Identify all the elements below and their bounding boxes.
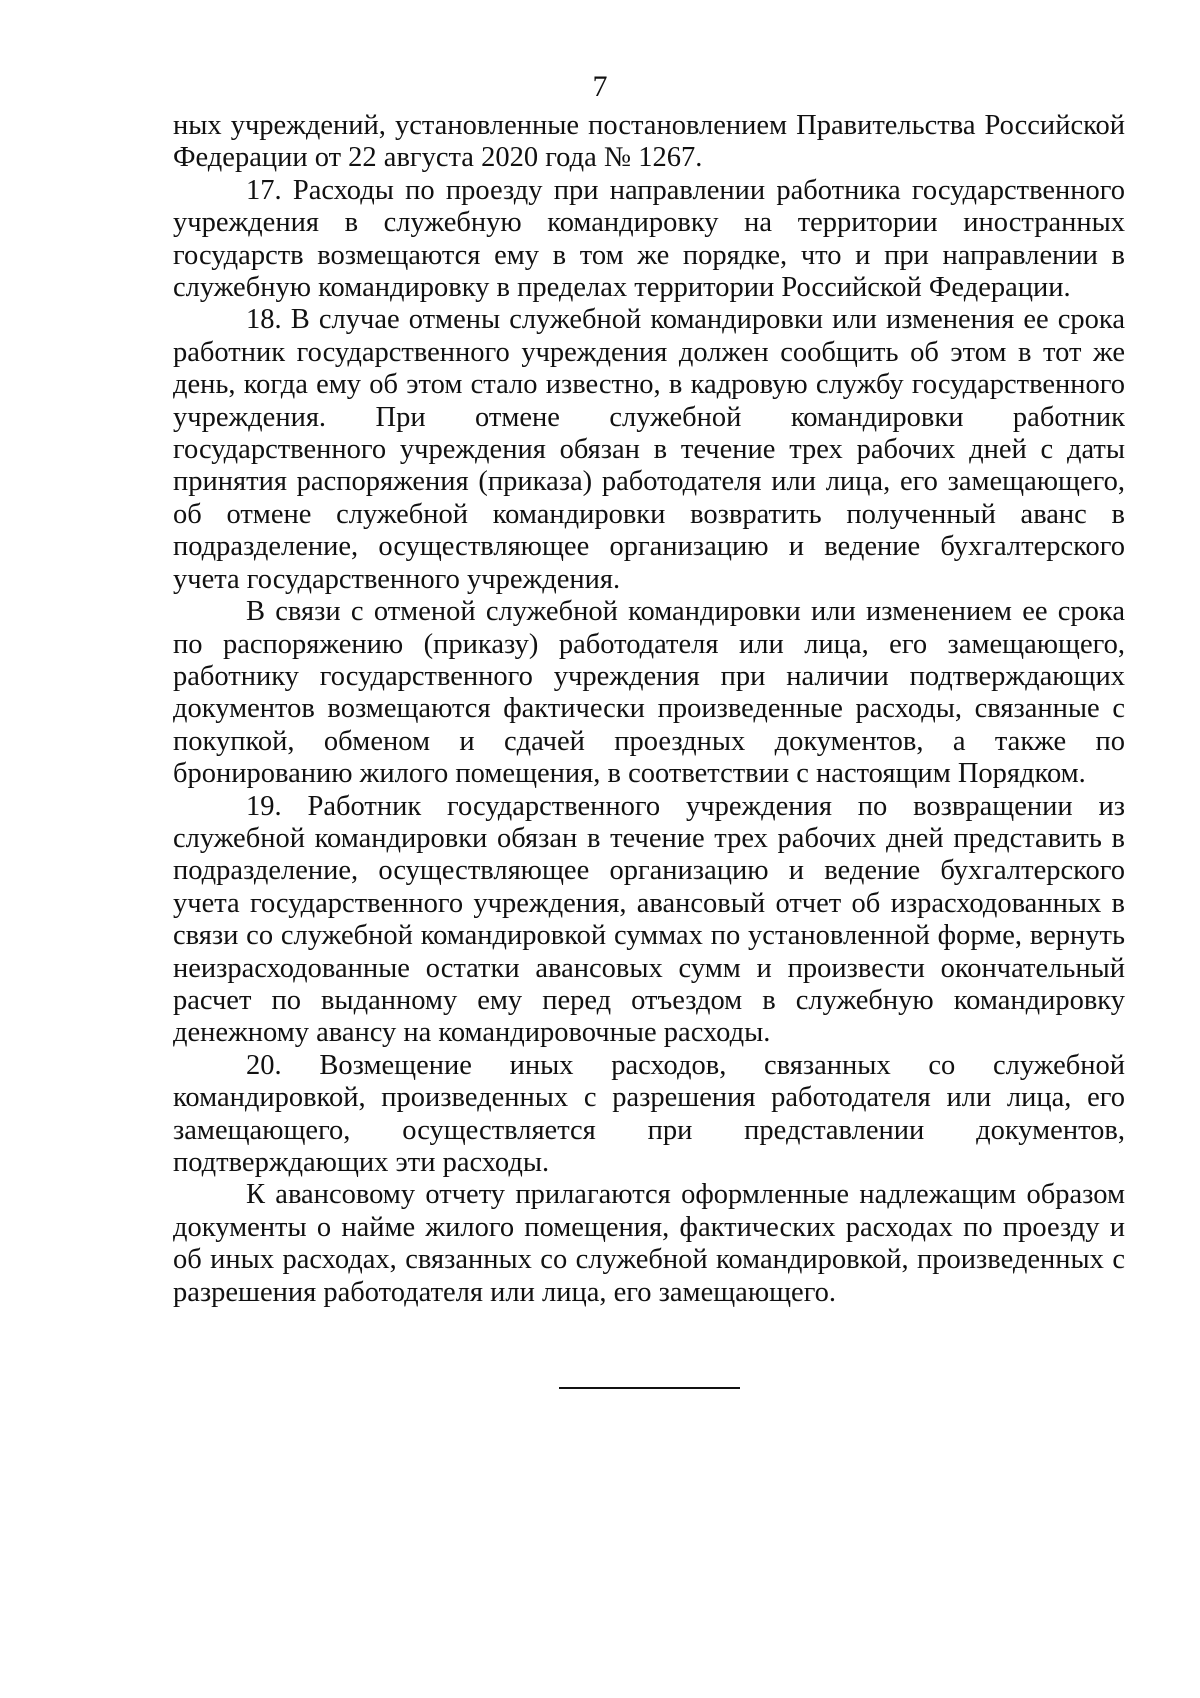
page-number: 7 [592, 70, 608, 103]
document-body [173, 110, 1125, 1309]
paragraph-item-20: 20. Возмещение иных расходов, связанных со служебной командировкой, произведенных с разрешения работодателя или лица, его замещающего, осуществляется при представлении документов, подтверждающих эти расходы. [173, 1049, 1125, 1178]
end-of-document-rule [559, 1387, 740, 1389]
paragraph-item-18-continued: В связи с отменой служебной командировки или изменением ее срока по распоряжению (приказу) работодателя или лица, его замещающего, работнику государственного учреждения при наличии подтверждающих документов возмещаются фактически произведенные расходы, связанные с покупкой, обменом и сдачей проездных документов, а также по бронированию жилого помещения, в соответствии с настоящим Порядком. [173, 596, 1125, 790]
paragraph-item-17: 17. Расходы по проезду при направлении работника государственного учреждения в служебную командировку на территории иностранных государств возмещаются ему в том же порядке, что и при направлении в служебную командировку в пределах территории Российской Федерации. [173, 174, 1125, 304]
paragraph-item-20-continued: К авансовому отчету прилагаются оформленные надлежащим образом документы о найме жилого помещения, фактических расходах по проезду и об иных расходах, связанных со служебной командировкой, произведенных с разрешения работодателя или лица, его замещающего. [173, 1179, 1125, 1308]
paragraph-item-18: 18. В случае отмены служебной командировки или изменения ее срока работник государственного учреждения должен сообщить об этом в тот же день, когда ему об этом стало известно, в кадровую службу государственного учреждения. При отмене служебной командировки работник государственного учреждения обязан в течение трех рабочих дней с даты принятия распоряжения (приказа) работодателя или лица, его замещающего, об отмене служебной командировки возвратить полученный аванс в подразделение, осуществляющее организацию и ведение бухгалтерского учета государственного учреждения. [173, 304, 1125, 595]
paragraph-continuation: ных учреждений, установленные постановлением Правительства Российской Федерации от 22 августа 2020 года № 1267. [173, 110, 1125, 174]
paragraph-item-19: 19. Работник государственного учреждения по возвращении из служебной командировки обязан в течение трех рабочих дней представить в подразделение, осуществляющее организацию и ведение бухгалтерского учета государственного учреждения, авансовый отчет об израсходованных в связи со служебной командировкой суммах по установленной форме, вернуть неизрасходованные остатки авансовых сумм и произвести окончательный расчет по выданному ему перед отъездом в служебную командировку денежному авансу на командировочные расходы. [173, 790, 1125, 1049]
